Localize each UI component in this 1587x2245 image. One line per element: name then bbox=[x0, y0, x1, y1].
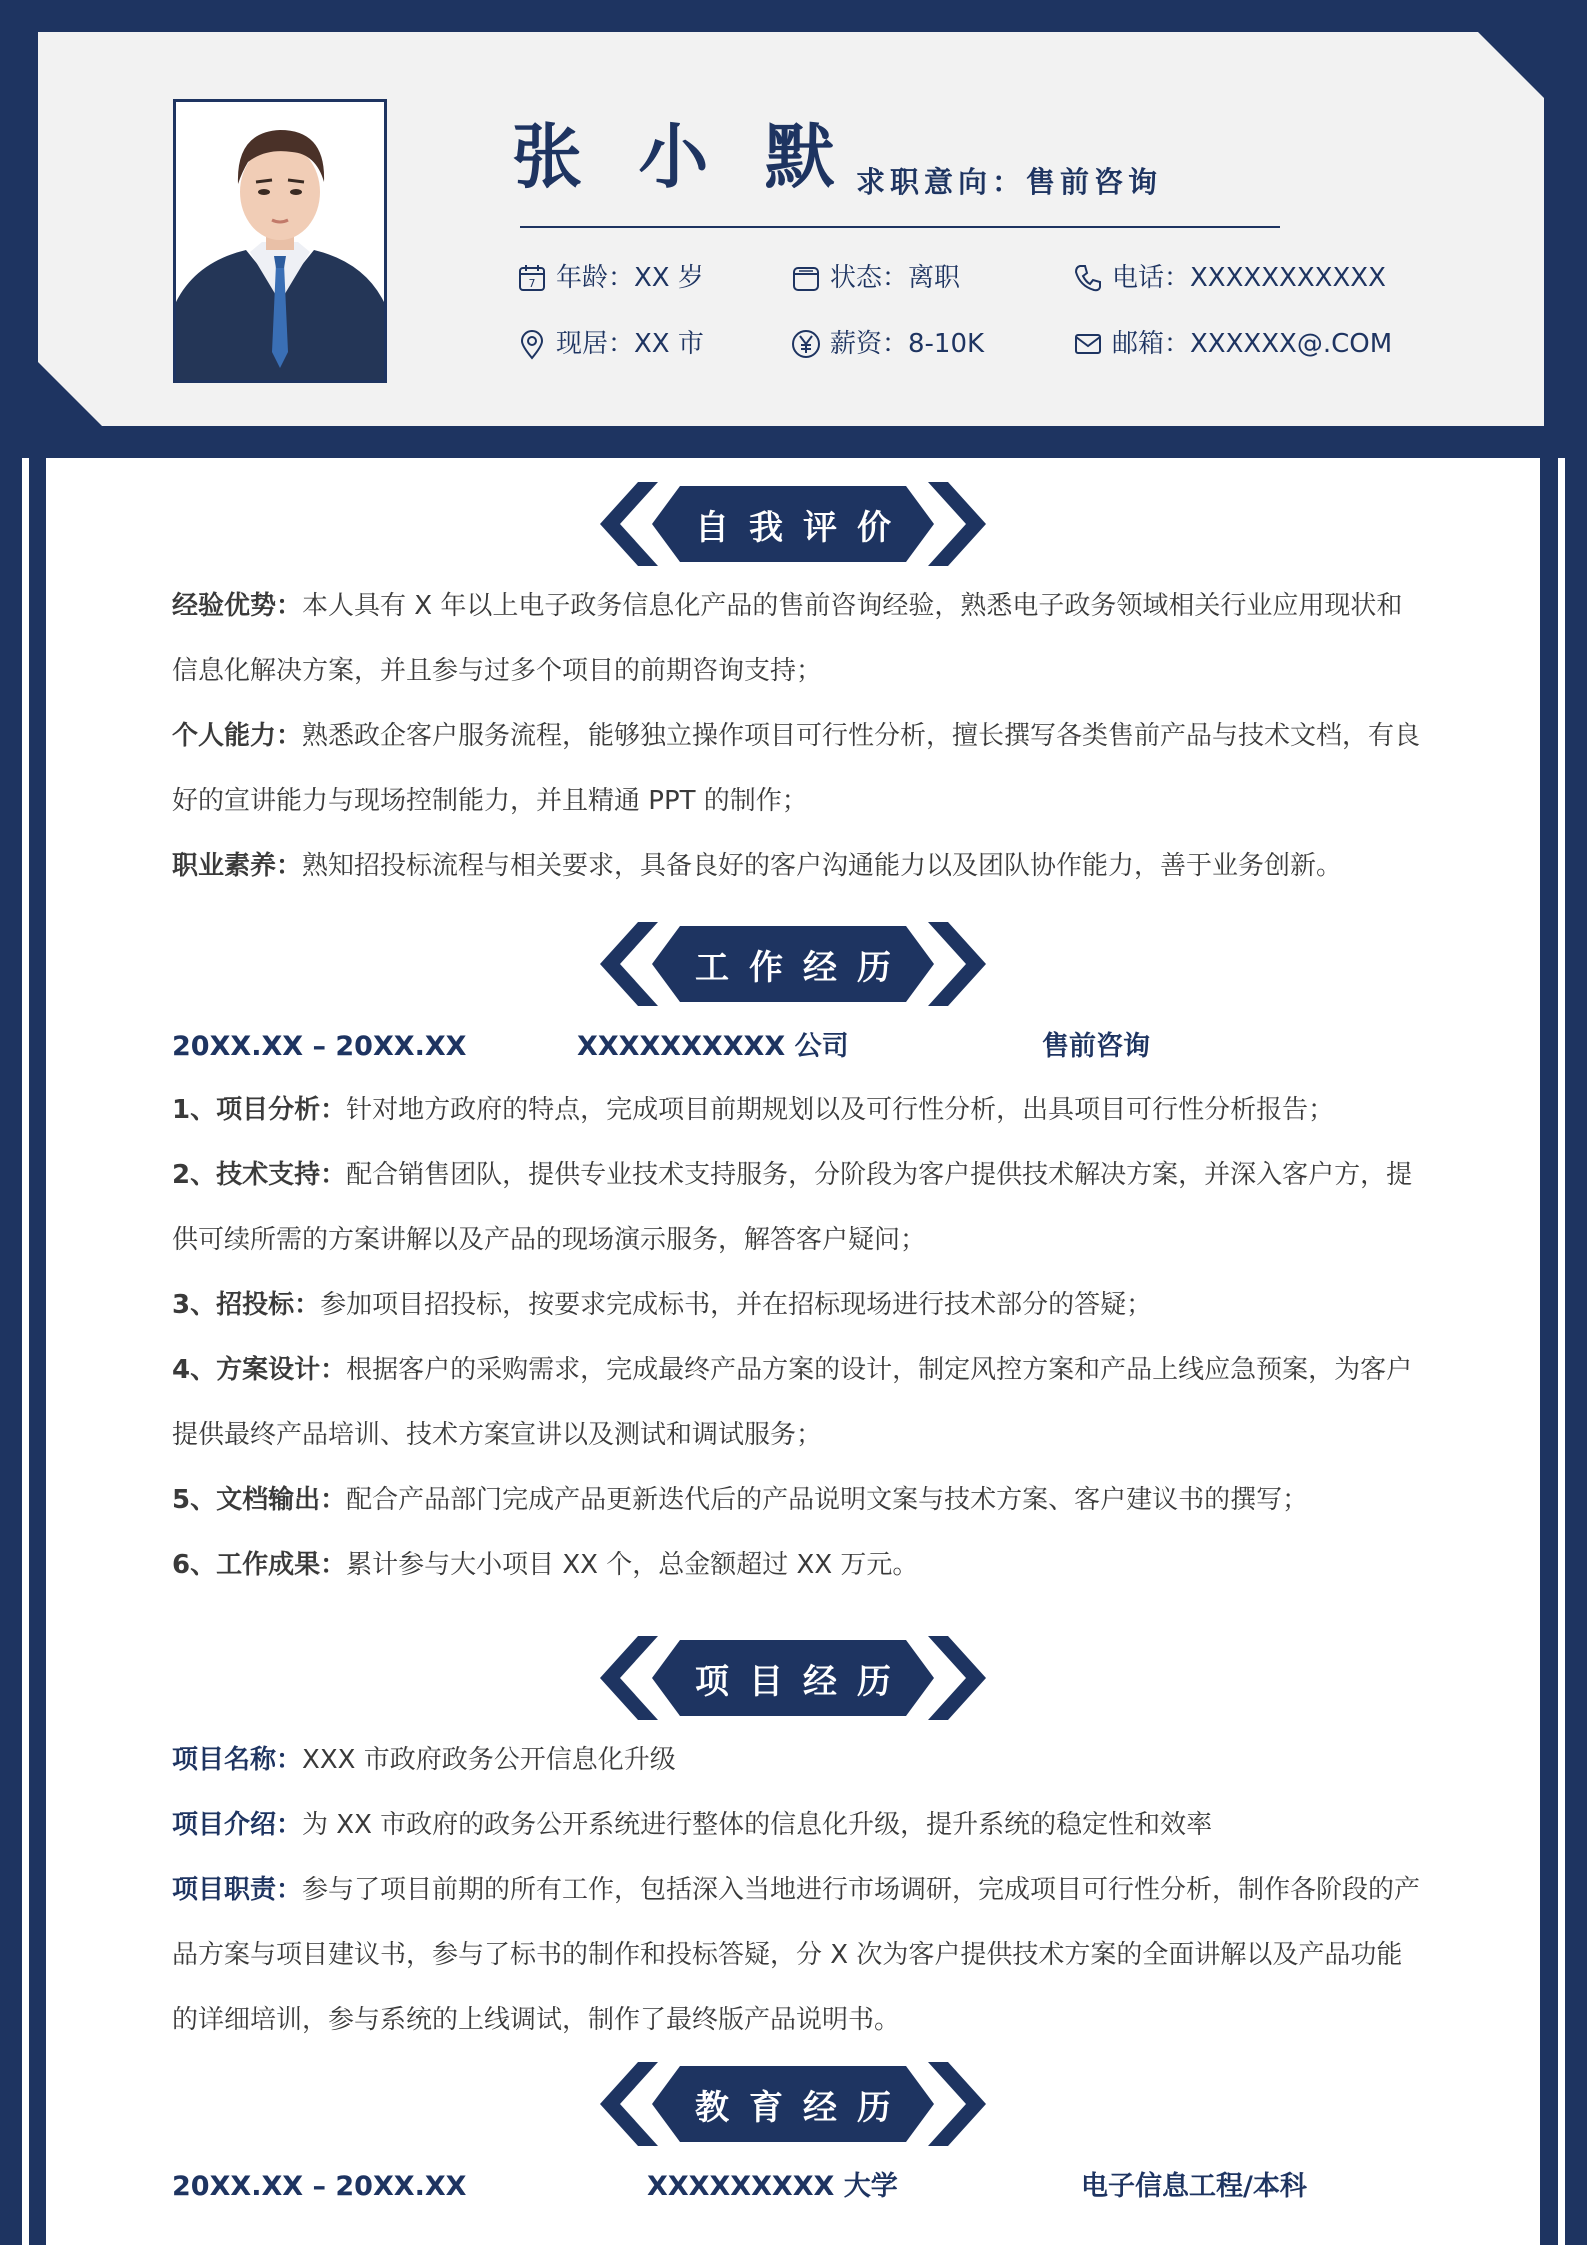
section-title: 项目经历 bbox=[695, 1661, 911, 1702]
yen-coin-icon bbox=[790, 328, 822, 360]
self-eval-item: 职业素养：熟知招投标流程与相关要求，具备良好的客户沟通能力以及团队协作能力，善于业务创新。 bbox=[172, 851, 1343, 881]
work-item: 1、项目分析：针对地方政府的特点，完成项目前期规划以及可行性分析，出具项目可行性分析报告； bbox=[172, 1095, 1335, 1125]
project-item: 项目名称：XXX 市政府政务公开信息化升级 bbox=[172, 1745, 676, 1775]
work-item: 6、工作成果：累计参与大小项目 XX 个，总金额超过 XX 万元。 bbox=[172, 1550, 919, 1580]
self-eval-item: 个人能力：熟悉政企客户服务流程，能够独立操作项目可行性分析，擅长撰写各类售前产品与技术文档，有良好的宣讲能力与现场控制能力，并且精通 PPT 的制作； bbox=[172, 721, 1421, 816]
info-email-text: 邮箱：XXXXXX@.COM bbox=[1112, 329, 1393, 359]
section-heading-project bbox=[600, 1636, 986, 1720]
header-divider bbox=[520, 226, 1280, 228]
education-major: 电子信息工程/本科 bbox=[1081, 2171, 1307, 2202]
work-item: 3、招投标：参加项目招投标，按要求完成标书，并在招标现场进行技术部分的答疑； bbox=[172, 1290, 1153, 1320]
job-intent: 求职意向：售前咨询 bbox=[856, 165, 1163, 199]
calendar-icon bbox=[516, 262, 548, 294]
candidate-name: 张 小 默 bbox=[512, 116, 851, 198]
info-status bbox=[790, 262, 960, 294]
education-period: 20XX.XX – 20XX.XX bbox=[172, 2171, 467, 2202]
section-title: 自我评价 bbox=[695, 507, 911, 548]
info-location-text: 现居：XX 市 bbox=[556, 329, 704, 359]
project-item: 项目介绍：为 XX 市政府的政务公开系统进行整体的信息化升级，提升系统的稳定性和效率 bbox=[172, 1810, 1213, 1840]
work-role: 售前咨询 bbox=[1042, 1031, 1150, 1062]
envelope-icon bbox=[1072, 328, 1104, 360]
info-location bbox=[516, 328, 704, 360]
work-company: XXXXXXXXXX 公司 bbox=[577, 1031, 849, 1062]
project-item: 项目职责：参与了项目前期的所有工作，包括深入当地进行市场调研，完成项目可行性分析，制作各阶段的产品方案与项目建议书，参与了标书的制作和投标答疑，分 X 次为客户提供技术方案的全面讲解以及产品功能的详细培训，参与系统的上线调试，制作了最终版产品说明书。 bbox=[172, 1875, 1421, 2035]
left-stripe bbox=[22, 458, 29, 2245]
right-outer-stripe bbox=[1558, 458, 1565, 2245]
section-heading-self-eval bbox=[600, 482, 986, 566]
avatar bbox=[173, 99, 387, 383]
info-status-text: 状态：离职 bbox=[830, 263, 961, 293]
self-eval-item: 经验优势：本人具有 X 年以上电子政务信息化产品的售前咨询经验，熟悉电子政务领域相关行业应用现状和信息化解决方案，并且参与过多个项目的前期咨询支持； bbox=[172, 591, 1403, 686]
section-heading-education bbox=[600, 2062, 986, 2146]
location-pin-icon bbox=[516, 328, 548, 360]
work-item: 2、技术支持：配合销售团队，提供专业技术支持服务，分阶段为客户提供技术解决方案，并深入客户方，提供可续所需的方案讲解以及产品的现场演示服务，解答客户疑问； bbox=[172, 1160, 1413, 1255]
briefcase-icon bbox=[790, 262, 822, 294]
work-item: 4、方案设计：根据客户的采购需求，完成最终产品方案的设计，制定风控方案和产品上线应急预案，为客户提供最终产品培训、技术方案宣讲以及测试和调试服务； bbox=[172, 1355, 1413, 1450]
phone-icon bbox=[1072, 262, 1104, 294]
info-phone bbox=[1072, 262, 1386, 294]
section-heading-work bbox=[600, 922, 986, 1006]
section-title: 教育经历 bbox=[695, 2087, 911, 2128]
info-age-text: 年龄：XX 岁 bbox=[556, 263, 704, 293]
section-title: 工作经历 bbox=[695, 947, 911, 988]
work-period: 20XX.XX – 20XX.XX bbox=[172, 1031, 467, 1062]
education-school: XXXXXXXXX 大学 bbox=[647, 2171, 898, 2202]
right-stripe bbox=[1530, 458, 1537, 2245]
info-email bbox=[1072, 328, 1392, 360]
svg-text:7: 7 bbox=[528, 277, 536, 290]
info-age bbox=[516, 262, 704, 294]
info-salary bbox=[790, 328, 984, 360]
info-salary-text: 薪资：8-10K bbox=[830, 329, 985, 359]
work-item: 5、文档输出：配合产品部门完成产品更新迭代后的产品说明文案与技术方案、客户建议书的撰写； bbox=[172, 1485, 1309, 1515]
info-phone-text: 电话：XXXXXXXXXXX bbox=[1112, 263, 1386, 293]
